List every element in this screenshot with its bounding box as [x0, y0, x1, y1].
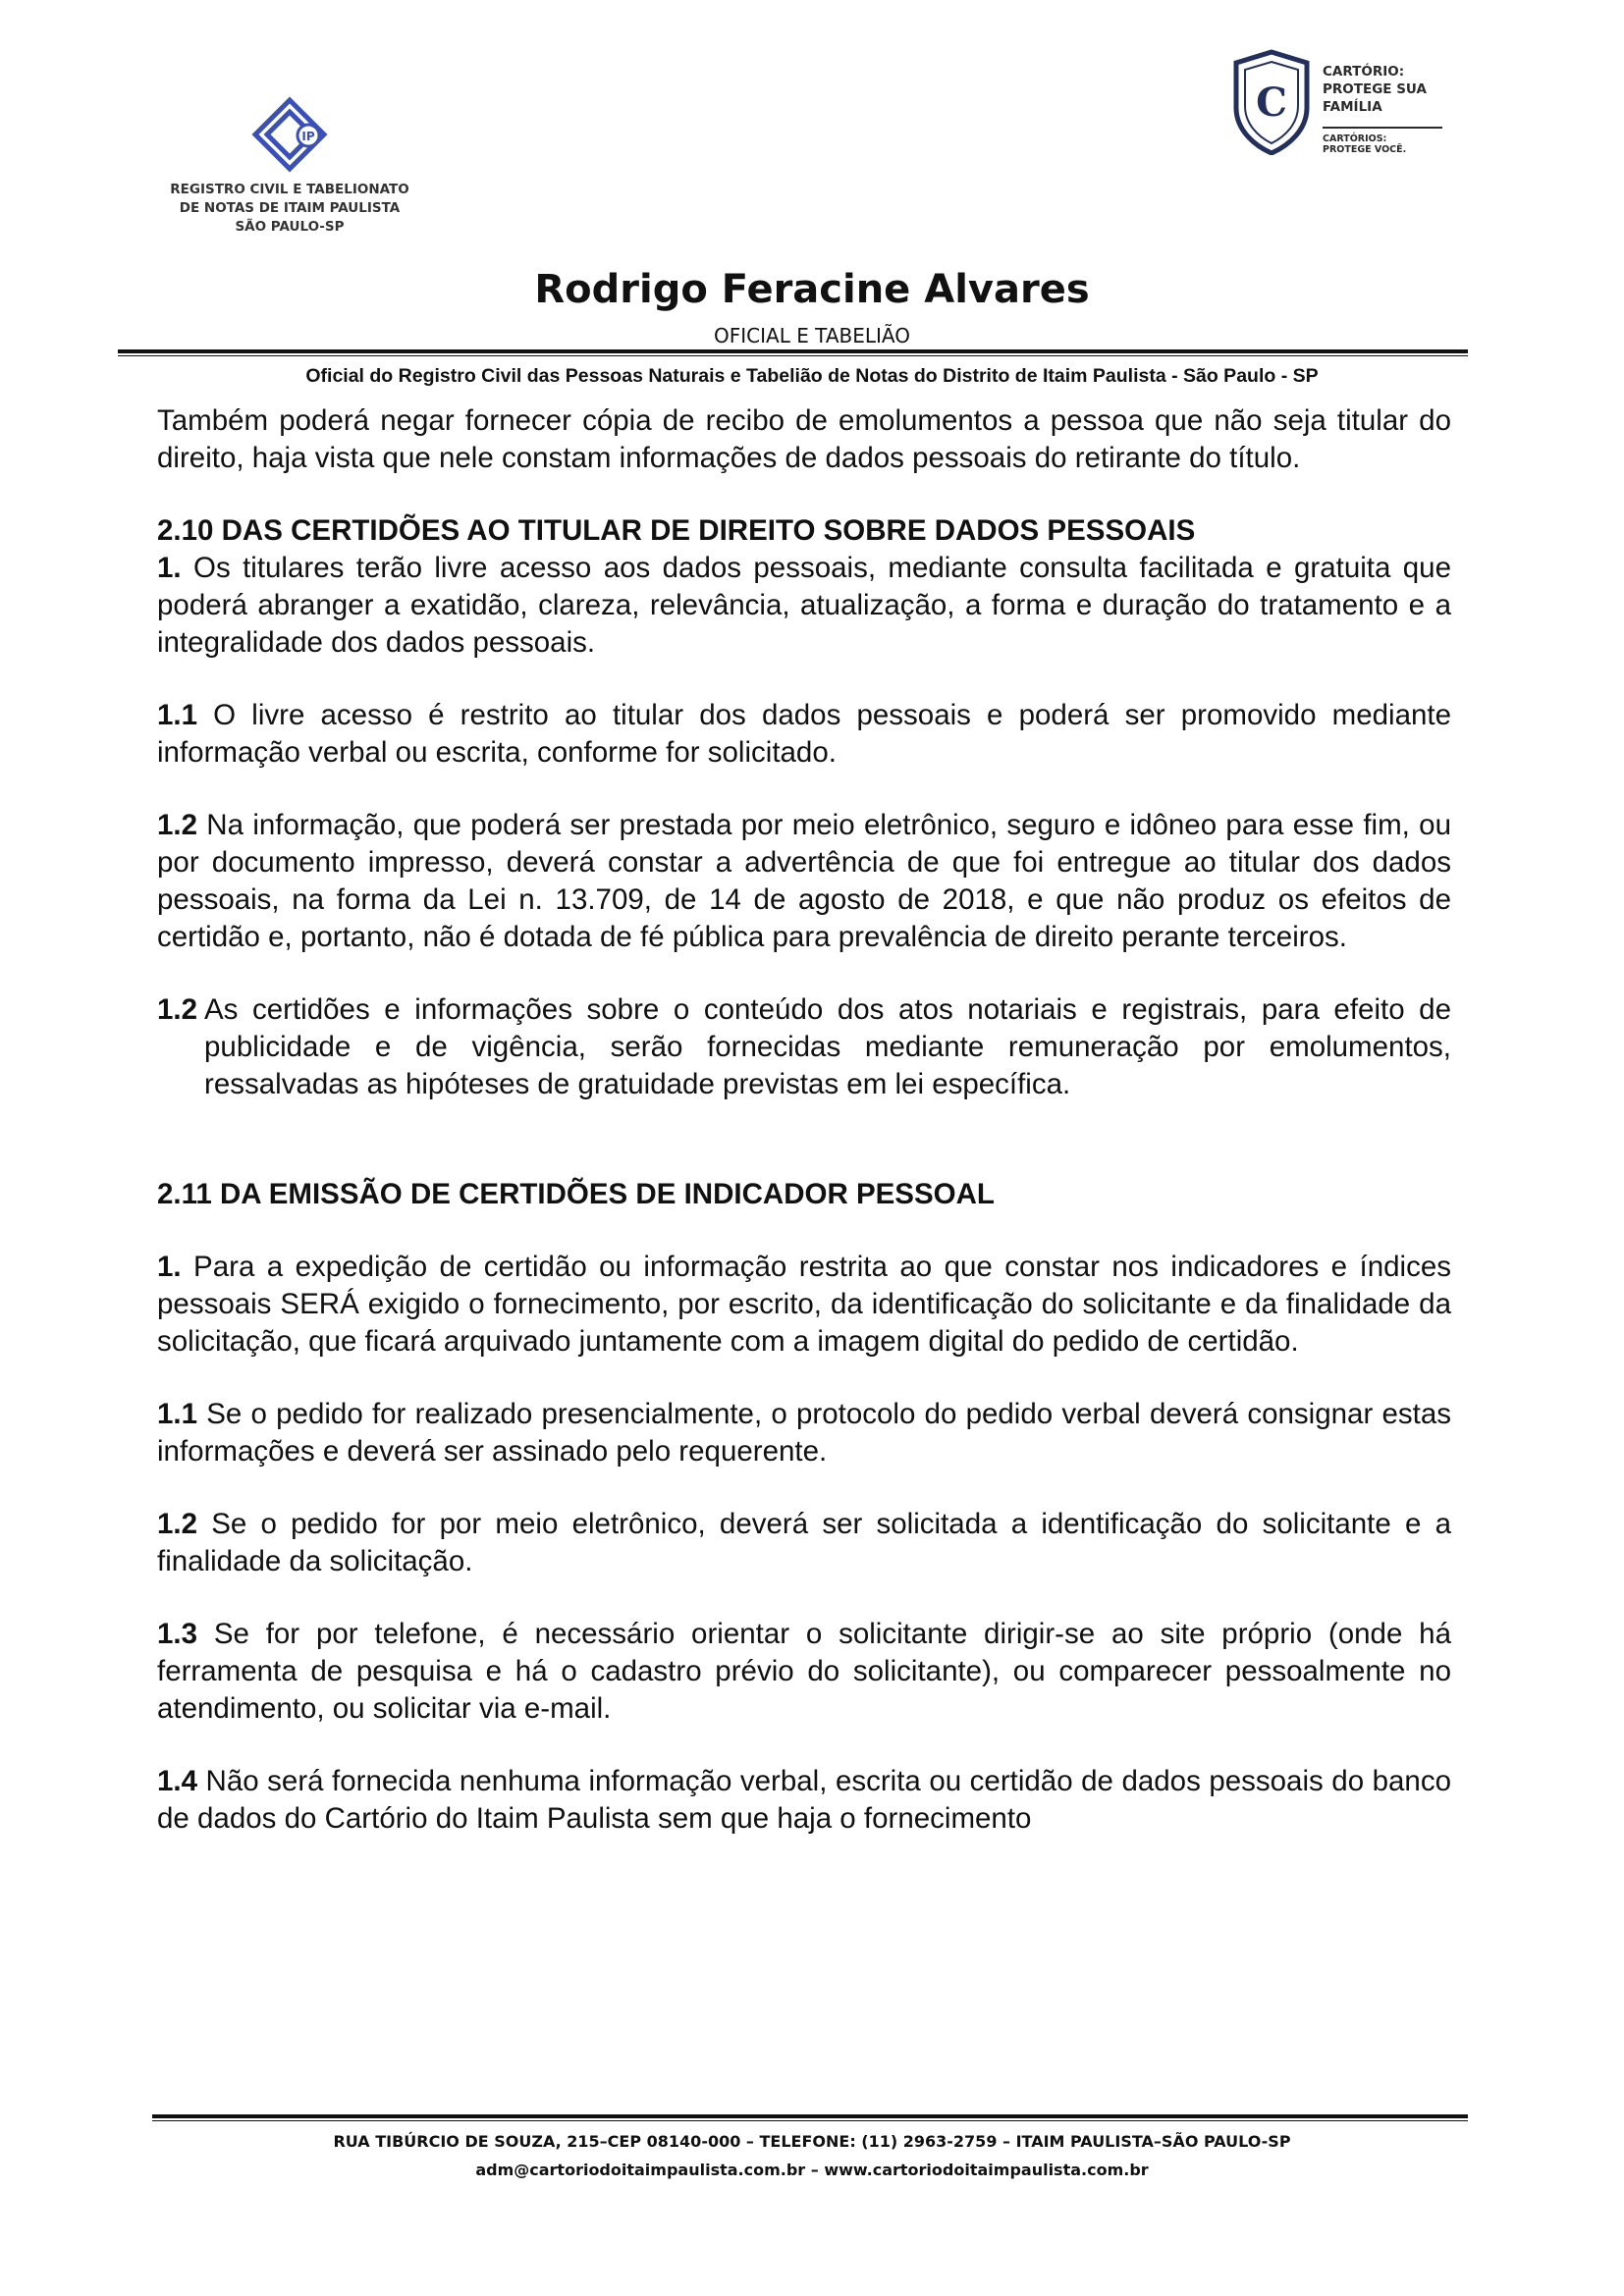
registry-name-line3: SÃO PAULO-SP	[235, 219, 345, 235]
item-number: 1.	[157, 1251, 182, 1283]
section-2-10-item-1	[157, 550, 1451, 662]
footer-address: RUA TIBÚRCIO DE SOUZA, 215–CEP 08140-000 – TELEFONE: (11) 2963-2759 – ITAIM PAULISTA–SÃO PAULO-SP	[333, 2132, 1291, 2151]
footer-divider-thick	[152, 2114, 1468, 2118]
campaign-subtitle-line2: PROTEGE VOCÊ.	[1323, 144, 1407, 155]
section-2-11-item-1-4	[157, 1763, 1451, 1838]
registry-logo	[162, 96, 417, 237]
section-2-11-item-1	[157, 1249, 1451, 1361]
campaign-divider	[1323, 127, 1442, 129]
item-number: 1.2	[157, 993, 198, 1026]
campaign-logo	[1232, 49, 1448, 177]
item-text: Os titulares terão livre acesso aos dados pessoais, mediante consulta facilitada e gratuita que poderá abranger a exatidão, clareza, relevância, atualização, a forma e duração do tratamento e a integralidade dos dados pessoais.	[157, 552, 1451, 659]
footer-contact: adm@cartoriodoitaimpaulista.com.br – www.cartoriodoitaimpaulista.com.br	[475, 2161, 1149, 2179]
item-text: Se for por telefone, é necessário orientar o solicitante dirigir-se ao site próprio (onde há ferramenta de pesquisa e há o cadastro prévio do solicitante), ou comparecer pessoalmente no atendimento, ou solicitar via e-mail.	[157, 1618, 1451, 1725]
officer-role: OFICIAL E TABELIÃO	[714, 324, 910, 347]
office-subtitle: Oficial do Registro Civil das Pessoas Naturais e Tabelião de Notas do Distrito de Itaim Paulista - São Paulo - SP	[305, 365, 1319, 387]
campaign-title	[1323, 63, 1427, 116]
campaign-subtitle	[1323, 133, 1406, 155]
section-2-11-heading: 2.11 DA EMISSÃO DE CERTIDÕES DE INDICADOR PESSOAL	[157, 1178, 995, 1210]
svg-text:C: C	[1256, 80, 1287, 126]
section-2-11-item-1-2	[157, 1506, 1451, 1580]
section-2-11-item-1-1	[157, 1396, 1451, 1470]
item-number: 1.1	[157, 1398, 198, 1430]
section-2-11-item-1-3	[157, 1616, 1451, 1728]
header-divider-thin	[118, 355, 1468, 356]
registry-name	[162, 181, 417, 237]
item-number: 1.1	[157, 699, 198, 731]
shield-c-logo-icon	[1232, 49, 1311, 155]
item-text: Se o pedido for por meio eletrônico, deverá ser solicitada a identificação do solicitante e a finalidade da solicitação.	[157, 1508, 1451, 1577]
item-text: O livre acesso é restrito ao titular dos dados pessoais e poderá ser promovido mediante informação verbal ou escrita, conforme for solicitado.	[157, 699, 1451, 769]
item-text: Se o pedido for realizado presencialmente, o protocolo do pedido verbal deverá consignar estas informações e deverá ser assinado pelo requerente.	[157, 1398, 1451, 1468]
section-2-10-heading: 2.10 DAS CERTIDÕES AO TITULAR DE DIREITO SOBRE DADOS PESSOAIS	[157, 514, 1196, 547]
registry-name-line1: REGISTRO CIVIL E TABELIONATO	[170, 182, 409, 197]
item-number: 1.3	[157, 1618, 198, 1650]
item-text: As certidões e informações sobre o conteúdo dos atos notariais e registrais, para efeito de publicidade e de vigência, serão fornecidas mediante remuneração por emolumentos, ressalvadas as hipóteses de gratuidade previstas em lei específica.	[204, 993, 1451, 1100]
header-divider-thick	[118, 349, 1468, 353]
item-number: 1.	[157, 552, 182, 584]
document-body	[157, 402, 1451, 1838]
svg-text:IP: IP	[301, 130, 315, 143]
item-number: 1.4	[157, 1765, 198, 1797]
campaign-title-line2: PROTEGE SUA	[1323, 81, 1427, 97]
item-number: 1.2	[157, 1508, 198, 1540]
section-2-10-item-1-2b	[157, 991, 1451, 1103]
registry-name-line2: DE NOTAS DE ITAIM PAULISTA	[179, 200, 401, 216]
footer-divider-thin	[152, 2120, 1468, 2121]
item-text: Não será fornecida nenhuma informação verbal, escrita ou certidão de dados pessoais do banco de dados do Cartório do Itaim Paulista sem que haja o fornecimento	[157, 1765, 1451, 1835]
campaign-title-line1: CARTÓRIO:	[1323, 64, 1405, 80]
item-number: 1.2	[157, 809, 198, 841]
item-text: Na informação, que poderá ser prestada por meio eletrônico, seguro e idôneo para esse fim, ou por documento impresso, deverá constar a advertência de que foi entregue ao titular dos dados pessoais, na forma da Lei n. 13.709, de 14 de agosto de 2018, e que não produz os efeitos de certidão e, portanto, não é dotada de fé pública para prevalência de direito perante terceiros.	[157, 809, 1451, 953]
campaign-subtitle-line1: CARTÓRIOS:	[1323, 133, 1387, 144]
item-text: Para a expedição de certidão ou informação restrita ao que constar nos indicadores e índices pessoais SERÁ exigido o fornecimento, por escrito, da identificação do solicitante e da finalidade da solicitação, que ficará arquivado juntamente com a imagem digital do pedido de certidão.	[157, 1251, 1451, 1358]
section-2-10-item-1-2	[157, 807, 1451, 956]
section-2-10-item-1-1	[157, 697, 1451, 772]
intro-paragraph: Também poderá negar fornecer cópia de recibo de emolumentos a pessoa que não seja titular do direito, haja vista que nele constam informações de dados pessoais do retirante do título.	[157, 404, 1451, 474]
diamond-ip-logo-icon	[251, 96, 328, 173]
campaign-title-line3: FAMÍLIA	[1323, 99, 1382, 115]
officer-name: Rodrigo Feracine Alvares	[534, 267, 1090, 312]
